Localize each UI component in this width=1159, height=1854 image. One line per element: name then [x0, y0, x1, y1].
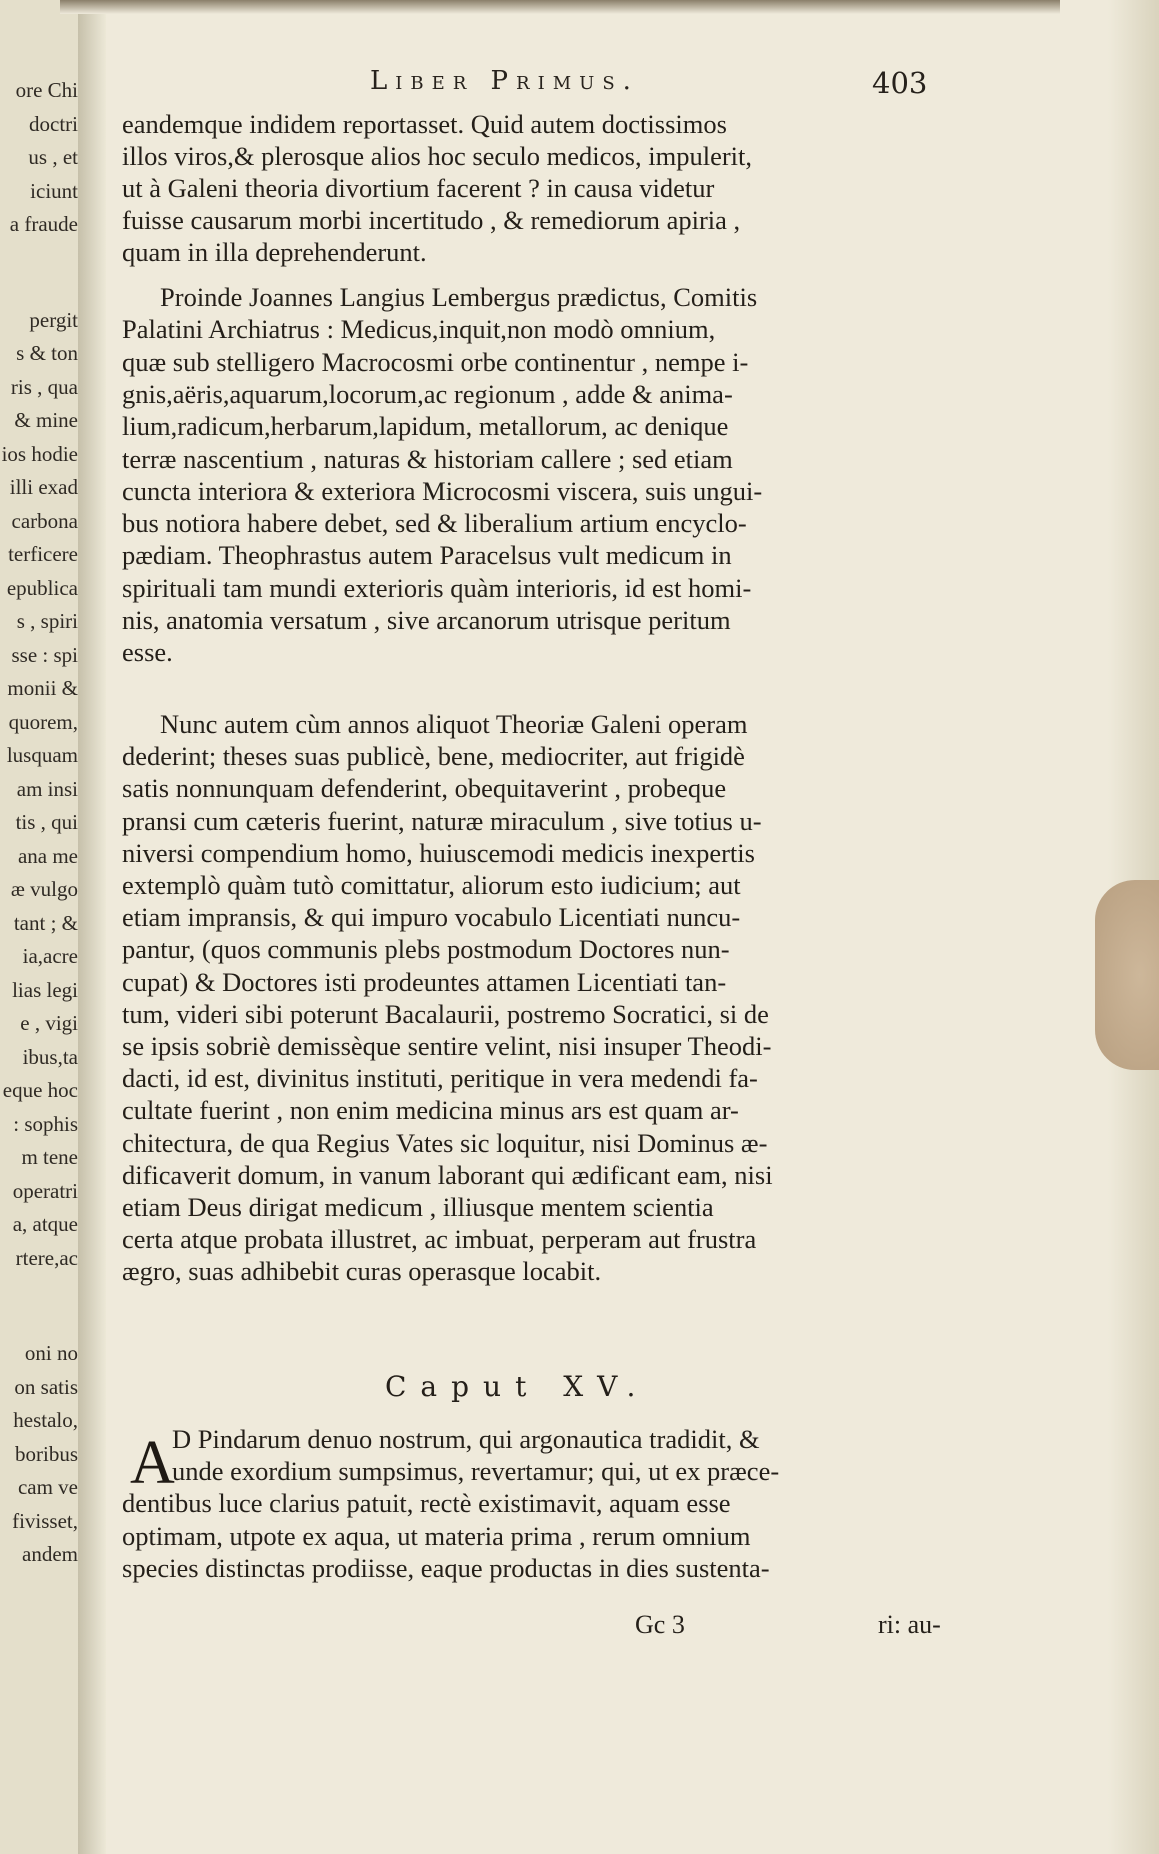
- text-line: species distinctas prodiisse, eaque productas in dies sustenta-: [122, 1552, 770, 1583]
- chapter-heading: Caput XV.: [385, 1370, 650, 1403]
- left-page-fragment: a fraude: [9, 212, 78, 236]
- left-page-fragment: doctri: [29, 111, 78, 136]
- text-line: niversi compendium homo, huiuscemodi medicis inexpertis: [122, 837, 755, 868]
- left-page-fragment: boribus: [15, 1441, 78, 1466]
- left-page-fragment: oni no: [24, 1341, 78, 1365]
- left-page-fragment: m tene: [21, 1145, 78, 1169]
- left-page-fragment: ios hodie: [1, 441, 78, 466]
- left-page-fragment: carbona: [11, 508, 78, 533]
- text-line: Proinde Joannes Langius Lembergus prædictus, Comitis: [160, 282, 758, 312]
- text-line: se ipsis sobriè demissèque sentire velint, nisi insuper Theodi-: [122, 1031, 772, 1061]
- left-page-fragment: quorem,: [8, 709, 78, 734]
- left-page-fragment: sse : spi: [11, 642, 78, 667]
- left-page-fragment: hestalo,: [13, 1408, 78, 1432]
- book-gutter: [78, 0, 106, 1854]
- text-line: dacti, id est, divinitus instituti, peritique in vera medendi fa-: [122, 1063, 758, 1094]
- left-page-fragment: epublica: [6, 575, 78, 600]
- text-line: fuisse causarum morbi incertitudo , & remediorum apiria ,: [122, 205, 741, 235]
- text-line: Nunc autem cùm annos aliquot Theoriæ Galeni operam: [160, 709, 748, 739]
- left-page-fragment: tis , qui: [15, 810, 78, 834]
- text-line: cultate fuerint , non enim medicina minus ars est quam ar-: [122, 1095, 739, 1126]
- text-line: terræ nascentium , naturas & historiam callere ; sed etiam: [122, 443, 733, 474]
- text-line: extemplò quàm tutò comittatur, aliorum esto iudicium; aut: [122, 870, 741, 900]
- page-number: 403: [872, 66, 928, 100]
- left-page-fragment: : sophis: [13, 1111, 78, 1136]
- text-line: pantur, (quos communis plebs postmodum Doctores nun-: [122, 934, 730, 965]
- left-page-fragment: ore Chi: [15, 78, 78, 102]
- left-page-fragment: tant ; &: [13, 910, 78, 935]
- running-title: Liber Primus.: [370, 66, 639, 96]
- text-line: dificaverit domum, in vanum laborant qui ædificant eam, nisi: [122, 1159, 773, 1190]
- text-line: Palatini Archiatrus : Medicus,inquit,non modò omnium,: [122, 314, 716, 345]
- left-page-fragment: illi exad: [9, 475, 78, 499]
- left-page-fragment: lusquam: [6, 743, 78, 767]
- text-line: nis, anatomia versatum , sive arcanorum utrisque peritum: [122, 605, 731, 635]
- text-line: ut à Galeni theoria divortium facerent ? in causa videtur: [122, 173, 715, 203]
- text-line: ægro, suas adhibebit curas operasque locabit.: [122, 1256, 602, 1287]
- left-page-fragment: ris , qua: [10, 374, 78, 399]
- text-line: unde exordium sumpsimus, revertamur; qui, ut ex præce-: [172, 1456, 780, 1487]
- left-page-fragment: us , et: [28, 145, 78, 169]
- text-line: quam in illa deprehenderunt.: [122, 237, 427, 267]
- left-page-fragment: rtere,ac: [15, 1245, 78, 1270]
- text-line: bus notiora habere debet, sed & liberalium artium encyclo-: [122, 508, 747, 539]
- left-page-fragment: operatri: [12, 1178, 78, 1203]
- left-page-fragment: iciunt: [30, 178, 78, 203]
- left-page-fragment: a, atque: [12, 1212, 78, 1236]
- left-page-fragment: & mine: [14, 408, 78, 432]
- text-line: dentibus luce clarius patuit, rectè existimavit, aquam esse: [122, 1488, 731, 1519]
- left-page-fragment: ia,acre: [22, 944, 78, 968]
- text-line: chitectura, de qua Regius Vates sic loquitur, nisi Dominus æ-: [122, 1127, 768, 1158]
- left-page-fragment: fivisset,: [12, 1508, 78, 1533]
- text-line: etiam Deus dirigat medicum , illiusque mentem scientia: [122, 1192, 714, 1222]
- left-page-fragment: æ vulgo: [10, 877, 78, 901]
- left-page-fragment: andem: [22, 1542, 78, 1566]
- text-line: optimam, utpote ex aqua, ut materia prima , rerum omnium: [122, 1520, 751, 1551]
- left-page-fragment: on satis: [14, 1374, 78, 1399]
- text-line: spirituali tam mundi exterioris quàm interioris, id est homi-: [122, 572, 752, 603]
- text-line: pransi cum cæteris fuerint, naturæ miraculum , sive totius u-: [122, 805, 762, 836]
- signature-mark: Gc 3: [635, 1610, 685, 1639]
- text-line: esse.: [122, 637, 173, 668]
- left-page-fragment: ana me: [17, 843, 78, 868]
- left-page-fragment: s , spiri: [16, 609, 78, 633]
- left-page-fragment: monii &: [7, 676, 78, 700]
- text-line: quæ sub stelligero Macrocosmi orbe continentur , nempe i-: [122, 346, 749, 377]
- text-line: illos viros,& plerosque alios hoc seculo medicos, impulerit,: [122, 141, 753, 171]
- left-page-fragment: e , vigi: [20, 1011, 78, 1035]
- text-line: certa atque probata illustret, ac imbuat, perperam aut frustra: [122, 1224, 757, 1255]
- text-line: tum, videri sibi poterunt Bacalaurii, postremo Socratici, si de: [122, 998, 769, 1029]
- left-page-fragment: ibus,ta: [22, 1044, 78, 1069]
- text-line: etiam impransis, & qui impuro vocabulo Licentiati nuncu-: [122, 902, 741, 933]
- left-page-fragment: eque hoc: [2, 1078, 78, 1102]
- text-line: pædiam. Theophrastus autem Paracelsus vult medicum in: [122, 540, 732, 571]
- text-line: lium,radicum,herbarum,lapidum, metallorum, ac denique: [122, 411, 729, 442]
- text-line: gnis,aëris,aquarum,locorum,ac regionum , adde & anima-: [122, 378, 733, 409]
- text-line: cuncta interiora & exteriora Microcosmi viscera, suis ungui-: [122, 475, 763, 506]
- text-line: D Pindarum denuo nostrum, qui argonautica tradidit, &: [172, 1424, 760, 1454]
- text-line: cupat) & Doctores isti prodeuntes attamen Licentiati tan-: [122, 966, 727, 997]
- left-page-fragment: cam ve: [17, 1475, 78, 1499]
- left-page-fragment: pergit: [29, 307, 78, 332]
- left-page-fragment: terficere: [8, 542, 78, 566]
- left-page-fragment: s & ton: [16, 341, 78, 365]
- left-page-fragment: lias legi: [12, 977, 78, 1002]
- left-page-fragment: am insi: [16, 776, 78, 801]
- catchword: ri: au-: [878, 1610, 941, 1639]
- text-line: dederint; theses suas publicè, bene, mediocriter, aut frigidè: [122, 741, 745, 772]
- text-line: eandemque indidem reportasset. Quid autem doctissimos: [122, 109, 727, 139]
- drop-cap: A: [130, 1429, 175, 1497]
- left-page-edge: [0, 0, 80, 1854]
- top-edge-shadow: [60, 0, 1060, 14]
- finger-thumb-at-edge: [1095, 880, 1159, 1070]
- text-line: satis nonnunquam defenderint, obequitaverint , probeque: [122, 773, 727, 804]
